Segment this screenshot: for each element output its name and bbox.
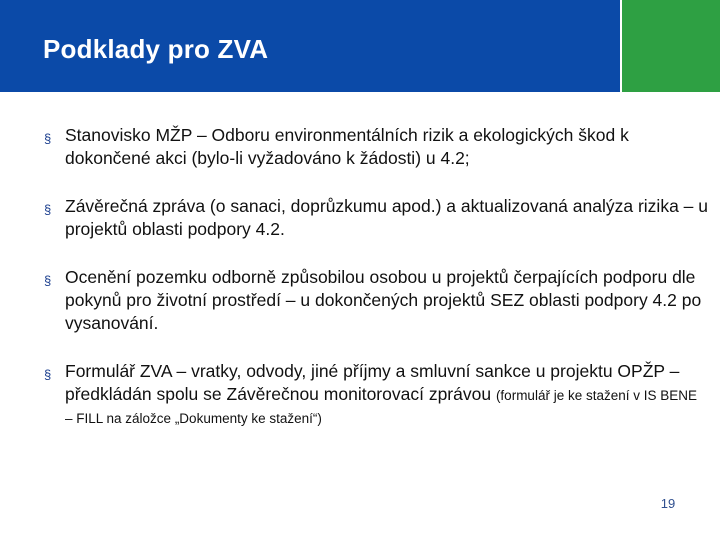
bullet-item: [44, 360, 708, 429]
page-number: 19: [660, 496, 676, 511]
header-green-stripe: [622, 0, 720, 92]
bullet-square-icon: §: [44, 131, 52, 146]
bullet-square-icon: §: [44, 273, 52, 288]
header-rule: [0, 92, 720, 98]
bullet-list: [44, 124, 708, 429]
bullet-text: Ocenění pozemku odborně způsobilou osobou u projektů čerpajících podporu dle pokynů pro životní prostředí – u dokončených projektů SEZ oblasti podpory 4.2 po vysanování.: [65, 267, 702, 333]
bullet-note: (formulář je ke stažení v IS BENE – FILL na záložce „Dokumenty ke stažení“): [65, 388, 698, 426]
bullet-text: Stanovisko MŽP – Odboru environmentálních rizik a ekologických škod k dokončené akci (bylo-li vyžadováno k žádosti) u 4.2;: [65, 125, 629, 168]
bullet-item: [44, 124, 708, 170]
slide-header: [0, 0, 720, 92]
bullet-text: Závěrečná zpráva (o sanaci, doprůzkumu apod.) a aktualizovaná analýza rizika – u projektů oblasti podpory 4.2.: [65, 196, 708, 239]
bullet-item: [44, 266, 708, 335]
bullet-square-icon: §: [44, 202, 52, 217]
bullet-text: Formulář ZVA – vratky, odvody, jiné příjmy a smluvní sankce u projektu OPŽP – předkládán spolu se Závěrečnou monitorovací zprávou: [65, 361, 680, 404]
bullet-item: [44, 195, 708, 241]
bullet-square-icon: §: [44, 367, 52, 382]
slide-title: Podklady pro ZVA: [43, 34, 269, 64]
